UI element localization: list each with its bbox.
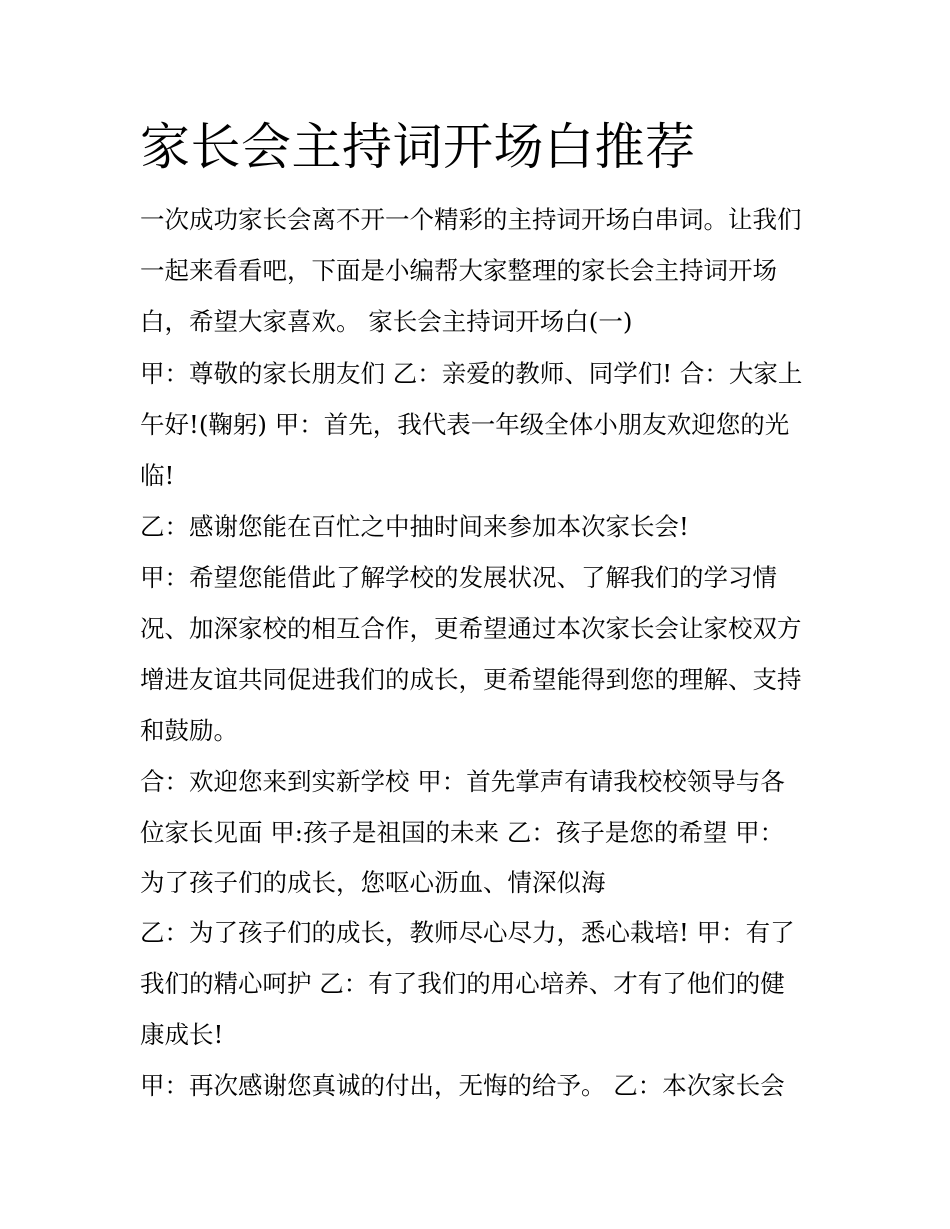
body-line-11: 和鼓励。 [140,716,238,745]
body-line-14: 为了孩子们的成长，您呕心沥血、情深似海 [140,868,606,897]
body-line-4: 甲：尊敬的家长朋友们 乙：亲爱的教师、同学们! 合：大家上 [140,359,803,388]
body-line-13: 位家长见面 甲:孩子是祖国的未来 乙：孩子是您的希望 甲： [140,818,785,847]
document-title: 家长会主持词开场白推荐 [140,118,696,176]
body-line-12: 合：欢迎您来到实新学校 甲：首先掌声有请我校校领导与各 [140,767,785,796]
body-line-7: 乙：感谢您能在百忙之中抽时间来参加本次家长会! [140,512,689,541]
body-line-17: 康成长! [140,1020,224,1049]
body-line-1: 一次成功家长会离不开一个精彩的主持词开场白串词。让我们 [140,205,802,234]
body-line-9: 况、加深家校的相互合作，更希望通过本次家长会让家校双方 [140,614,802,643]
body-line-10: 增进友谊共同促进我们的成长，更希望能得到您的理解、支持 [140,665,802,694]
body-line-15: 乙：为了孩子们的成长，教师尽心尽力，悉心栽培! 甲：有了 [140,918,795,947]
body-line-16: 我们的精心呵护 乙：有了我们的用心培养、才有了他们的健 [140,969,785,998]
body-line-3: 白，希望大家喜欢。 家长会主持词开场白(一) [140,307,633,336]
body-line-8: 甲：希望您能借此了解学校的发展状况、了解我们的学习情 [140,563,777,592]
body-line-5: 午好!(鞠躬) 甲：首先，我代表一年级全体小朋友欢迎您的光 [140,410,790,439]
body-line-6: 临! [140,461,175,490]
body-line-18: 甲：再次感谢您真诚的付出，无悔的给予。 乙：本次家长会 [140,1071,785,1100]
body-line-2: 一起来看看吧，下面是小编帮大家整理的家长会主持词开场 [140,256,777,285]
